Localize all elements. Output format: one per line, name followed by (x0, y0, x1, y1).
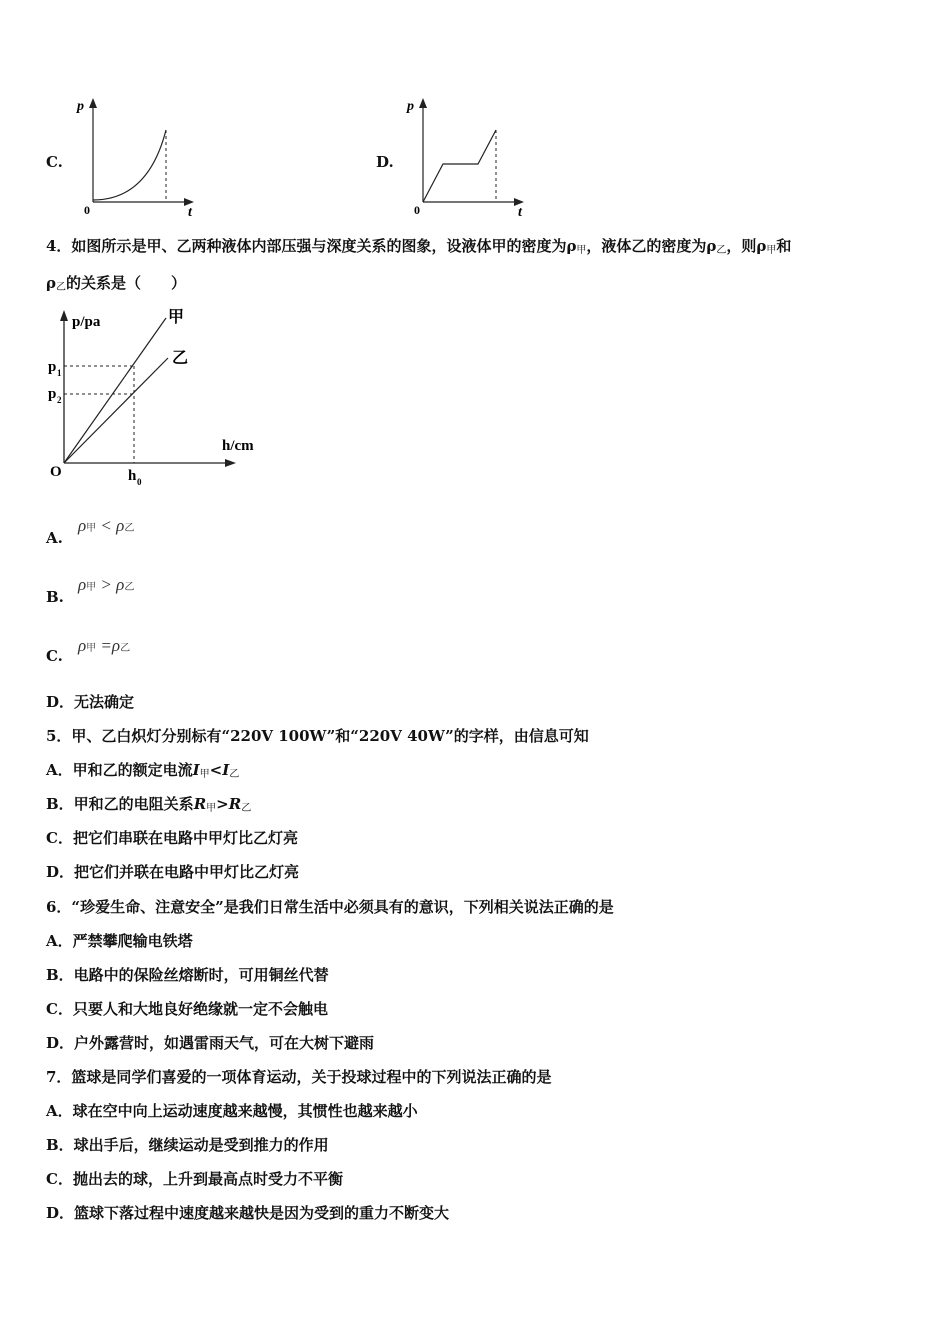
graph-c-x-label: t (188, 205, 192, 220)
q6-stem: 6．“珍爱生命、注意安全”是我们日常生活中必须具有的意识，下列相关说法正确的是 (46, 898, 614, 916)
rho-symbol: ρ (116, 575, 125, 594)
rho-symbol: ρ (78, 575, 87, 594)
graph-d (398, 92, 538, 222)
q7-option-b[interactable]: B．球出手后，继续运动是受到推力的作用 (46, 1136, 329, 1154)
q5-b-text: B．甲和乙的电阻关系 (46, 795, 194, 813)
q4-option-a-formula (78, 516, 134, 536)
q5-stem: 5．甲、乙白炽灯分别标有“220V 100W”和“220V 40W”的字样，由信息可知 (46, 727, 589, 745)
q4-y-arrow (60, 310, 68, 321)
rho-symbol: ρ (111, 636, 121, 655)
q6-option-b[interactable]: B．电路中的保险丝熔断时，可用铜丝代替 (46, 966, 329, 984)
operator: > (100, 575, 112, 594)
sub: 乙 (124, 523, 135, 534)
q4-option-c[interactable] (46, 646, 63, 666)
rho-symbol: ρ (116, 516, 125, 535)
graph-d-y-arrow (419, 98, 427, 108)
sub: 甲 (86, 523, 97, 534)
q4-pressure-depth-graph (40, 300, 280, 492)
q4-h0-sub: 0 (137, 477, 142, 487)
rho-symbol: ρ (78, 636, 87, 655)
q6-option-d[interactable]: D．户外露营时，如遇雷雨天气，可在大树下避雨 (46, 1034, 375, 1052)
operator: = (100, 636, 112, 655)
graph-d-x-label: t (518, 205, 522, 220)
q5-option-d[interactable]: D．把它们并联在电路中甲灯比乙灯亮 (46, 863, 300, 881)
option-d-label[interactable]: D. (376, 153, 394, 171)
q4-p1-sub: 1 (57, 368, 62, 378)
q4-sub-jia: 甲 (576, 245, 587, 256)
sub: 甲 (206, 803, 217, 814)
q4-origin-label: O (50, 464, 62, 480)
q4-y-label: p/pa (72, 314, 101, 330)
q5-option-a[interactable] (46, 760, 239, 785)
sub: 甲 (86, 643, 97, 654)
q4-option-a[interactable] (46, 528, 63, 548)
graph-d-origin: 0 (414, 203, 420, 217)
q7-option-a[interactable]: A．球在空中向上运动速度越来越慢，其惯性也越来越小 (46, 1102, 418, 1120)
q7-option-c[interactable]: C．抛出去的球，上升到最高点时受力不平衡 (46, 1170, 343, 1188)
graph-c-origin: 0 (84, 203, 90, 217)
q4-text-d: 和 (776, 237, 792, 255)
var: R (228, 795, 242, 813)
q5-a-text: A．甲和乙的额定电流 (46, 761, 193, 779)
sub: 甲 (199, 769, 210, 780)
q4-text-b: ，液体乙的密度为ρ (586, 237, 717, 255)
q4-p2-label: p (48, 386, 57, 402)
q5-option-b[interactable] (46, 794, 251, 819)
graph-c-y-label: p (77, 99, 84, 114)
q4-h0-label: h (128, 468, 137, 484)
var: I (222, 761, 230, 779)
q4-text-e: 的关系是（ ） (65, 274, 186, 292)
graph-c-y-arrow (89, 98, 97, 108)
q6-option-a[interactable]: A．严禁攀爬输电铁塔 (46, 932, 193, 950)
q4-sub-yi2: 乙 (55, 282, 66, 293)
var: I (192, 761, 200, 779)
q4-sub-jia2: 甲 (766, 245, 777, 256)
sub: 甲 (86, 582, 97, 593)
q4-line-yi (64, 358, 168, 463)
graph-c-curve (93, 130, 166, 200)
q7-option-d[interactable]: D．篮球下落过程中速度越来越快是因为受到的重力不断变大 (46, 1204, 450, 1222)
rho-symbol: ρ (78, 516, 87, 535)
q4-x-label: h/cm (222, 438, 254, 454)
q4-line-jia-label: 甲 (168, 309, 185, 326)
q4-line-jia (64, 318, 166, 463)
sub: 乙 (229, 769, 240, 780)
q4-sub-yi: 乙 (716, 245, 727, 256)
q4-option-c-formula (78, 636, 130, 656)
graph-c (68, 92, 208, 222)
q4-option-c-label: C. (46, 647, 63, 665)
q5-option-c[interactable]: C．把它们串联在电路中甲灯比乙灯亮 (46, 829, 298, 847)
q4-stem-line1 (46, 236, 791, 261)
q6-option-c[interactable]: C．只要人和大地良好绝缘就一定不会触电 (46, 1000, 328, 1018)
q4-rho: ρ (46, 274, 56, 292)
q4-option-b[interactable] (46, 587, 64, 607)
q4-stem-line2 (46, 273, 186, 298)
q4-text-a: 4．如图所示是甲、乙两种液体内部压强与深度关系的图象，设液体甲的密度为ρ (46, 237, 577, 255)
operator: < (100, 516, 112, 535)
option-c-label[interactable]: C. (46, 153, 63, 171)
q7-stem: 7．篮球是同学们喜爱的一项体育运动，关于投球过程中的下列说法正确的是 (46, 1068, 552, 1086)
graph-d-polyline (423, 130, 496, 202)
sub: 乙 (124, 582, 135, 593)
operator: > (216, 795, 229, 813)
q4-p2-sub: 2 (57, 395, 62, 405)
operator: < (209, 761, 223, 779)
q4-line-yi-label: 乙 (172, 350, 189, 367)
q4-option-d[interactable]: D．无法确定 (46, 693, 135, 711)
var: R (193, 795, 207, 813)
graph-d-y-label: p (407, 99, 414, 114)
q4-text-c: ，则ρ (726, 237, 767, 255)
q4-option-b-label: B. (46, 588, 64, 606)
q4-option-a-label: A. (46, 529, 63, 547)
sub: 乙 (120, 643, 131, 654)
q4-option-b-formula (78, 575, 134, 595)
q4-p1-label: p (48, 359, 57, 375)
q4-x-arrow (225, 459, 236, 467)
sub: 乙 (241, 803, 252, 814)
